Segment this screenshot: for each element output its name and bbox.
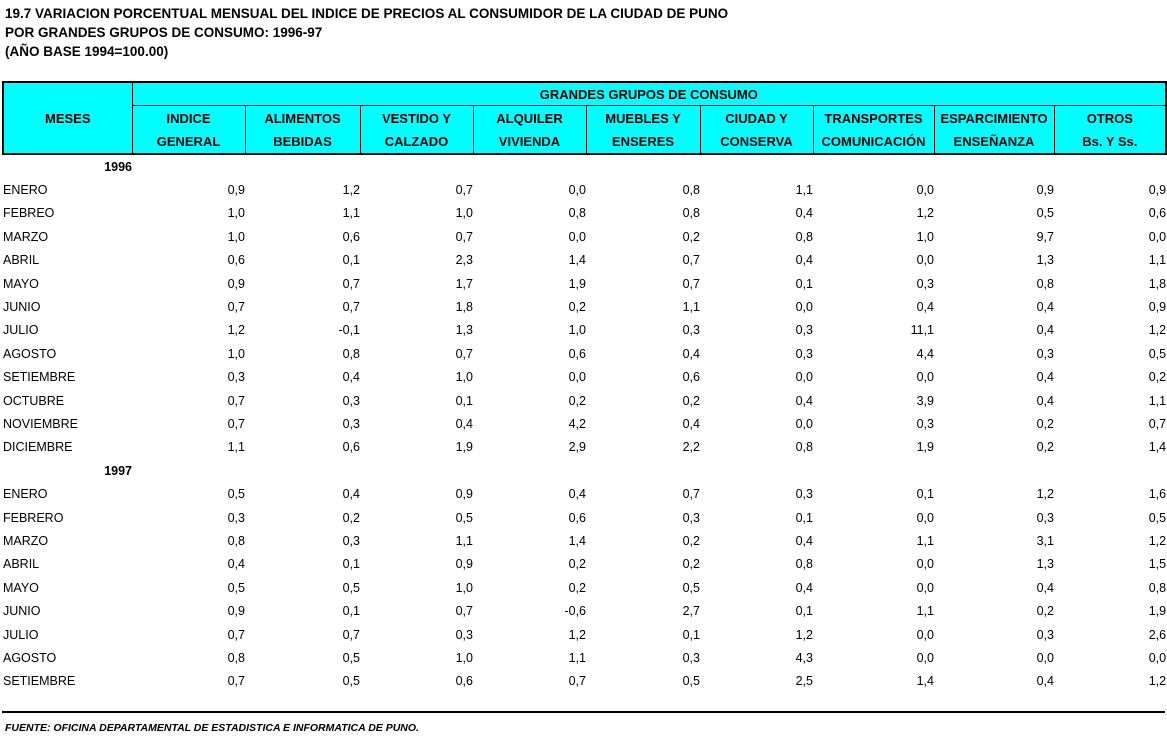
value-cell: 0,6: [227, 253, 245, 268]
table-row: [3, 202, 1166, 225]
value-cell: 1,0: [568, 323, 586, 338]
column-header-line2: COMUNICACIÓN: [821, 133, 926, 149]
value-cell: 0,3: [795, 323, 813, 338]
value-cell: 0,8: [682, 183, 700, 198]
value-cell: 0,3: [795, 346, 813, 361]
value-cell: 1,4: [1148, 440, 1167, 455]
page-title-block: [5, 4, 728, 61]
value-cell: 0,9: [455, 557, 473, 572]
value-cell: 0,3: [682, 323, 700, 338]
value-cell: 1,1: [568, 650, 586, 665]
value-cell: 0,2: [1036, 604, 1054, 619]
column-header-line1: MUEBLES Y: [605, 110, 681, 126]
value-cell: 0,5: [342, 650, 360, 665]
value-cell: 0,6: [568, 346, 586, 361]
value-cell: 0,3: [795, 487, 813, 502]
column-header-line2: CALZADO: [384, 133, 449, 149]
column-header: [586, 106, 700, 154]
table-row: [3, 436, 1166, 459]
month-cell: SETIEMBRE: [3, 370, 76, 385]
value-cell: 0,4: [682, 346, 700, 361]
value-cell: 0,1: [342, 557, 360, 572]
value-cell: 0,1: [682, 627, 700, 642]
value-cell: 0,4: [1036, 323, 1054, 338]
value-cell: 1,7: [455, 276, 473, 291]
table-row: [3, 178, 1166, 201]
value-cell: 0,6: [342, 229, 360, 244]
value-cell: 1,1: [227, 440, 245, 455]
value-cell: 1,1: [916, 533, 934, 548]
value-cell: 1,4: [568, 253, 586, 268]
table-row: [3, 412, 1166, 435]
column-header-line1: TRANSPORTES: [824, 110, 923, 126]
value-cell: 0,6: [682, 370, 700, 385]
value-cell: 0,4: [1036, 674, 1054, 689]
source-note: FUENTE: OFICINA DEPARTAMENTAL DE ESTADISTICA E INFORMATICA DE PUNO.: [5, 722, 419, 734]
value-cell: 0,3: [682, 650, 700, 665]
column-header-line2: ENSEÑANZA: [953, 133, 1035, 149]
month-cell: FEBREO: [3, 206, 55, 221]
value-cell: 1,2: [1036, 487, 1054, 502]
value-cell: 0,7: [342, 627, 360, 642]
value-cell: 0,9: [227, 183, 245, 198]
value-cell: 1,0: [227, 206, 245, 221]
value-cell: 1,8: [1148, 276, 1167, 291]
column-header: [1054, 106, 1166, 154]
value-cell: 1,0: [455, 206, 473, 221]
value-cell: 0,7: [227, 393, 245, 408]
value-cell: 0,1: [795, 276, 813, 291]
value-cell: 0,6: [568, 510, 586, 525]
table-row: [3, 295, 1166, 318]
value-cell: 0,4: [682, 416, 700, 431]
value-cell: 0,0: [916, 183, 934, 198]
value-cell: 0,4: [795, 580, 813, 595]
value-cell: 2,5: [795, 674, 813, 689]
value-cell: 1,4: [568, 533, 586, 548]
value-cell: 0,7: [342, 300, 360, 315]
value-cell: 0,9: [227, 276, 245, 291]
table-row: [3, 670, 1166, 693]
value-cell: 1,1: [455, 533, 473, 548]
value-cell: 1,0: [455, 650, 473, 665]
month-cell: JULIO: [3, 627, 39, 642]
value-cell: 1,0: [227, 346, 245, 361]
value-cell: 0,3: [455, 627, 473, 642]
table-row: [3, 342, 1166, 365]
value-cell: 0,7: [342, 276, 360, 291]
value-cell: 1,1: [795, 183, 813, 198]
value-cell: 0,0: [916, 557, 934, 572]
month-cell: JULIO: [3, 323, 39, 338]
value-cell: 0,4: [227, 557, 245, 572]
column-header: [360, 106, 473, 154]
value-cell: 0,8: [795, 440, 813, 455]
value-cell: 0,9: [1036, 183, 1054, 198]
value-cell: 11,1: [910, 323, 934, 338]
value-cell: 2,3: [455, 253, 473, 268]
month-cell: ENERO: [3, 183, 48, 198]
value-cell: 0,8: [795, 229, 813, 244]
value-cell: 1,0: [455, 580, 473, 595]
value-cell: 0,8: [568, 206, 586, 221]
month-cell: AGOSTO: [3, 346, 57, 361]
value-cell: 0,7: [568, 674, 586, 689]
value-cell: 1,2: [1148, 674, 1167, 689]
page-title: 19.7 VARIACION PORCENTUAL MENSUAL DEL INDICE DE PRECIOS AL CONSUMIDOR DE LA CIUDAD DE PUNO: [5, 6, 729, 21]
value-cell: 0,5: [1148, 346, 1167, 361]
value-cell: 3,9: [916, 393, 934, 408]
value-cell: 0,5: [1036, 206, 1054, 221]
column-header: [813, 106, 934, 154]
value-cell: 0,7: [227, 416, 245, 431]
table-row: [3, 272, 1166, 295]
value-cell: 1,9: [1148, 604, 1167, 619]
value-cell: 0,0: [1148, 650, 1167, 665]
value-cell: 2,6: [1148, 627, 1167, 642]
cpi-variation-table: [2, 81, 1167, 693]
value-cell: 0,4: [1036, 370, 1054, 385]
value-cell: 0,8: [227, 533, 245, 548]
value-cell: 4,2: [568, 416, 586, 431]
month-cell: SETIEMBRE: [3, 674, 76, 689]
value-cell: 0,6: [455, 674, 473, 689]
value-cell: 1,1: [1148, 253, 1167, 268]
table-row: [3, 319, 1166, 342]
column-header: [245, 106, 360, 154]
value-cell: 0,4: [1036, 393, 1054, 408]
year-row: [3, 459, 1166, 482]
value-cell: 2,2: [682, 440, 700, 455]
value-cell: 1,9: [455, 440, 473, 455]
value-cell: 1,2: [568, 627, 586, 642]
value-cell: 1,4: [916, 674, 934, 689]
value-cell: 0,1: [342, 604, 360, 619]
year-label: 1996: [104, 159, 132, 174]
column-header-line1: OTROS: [1086, 110, 1133, 126]
month-cell: AGOSTO: [3, 650, 57, 665]
month-cell: ABRIL: [3, 557, 40, 572]
value-cell: 0,3: [342, 393, 360, 408]
column-header-line2: VIVIENDA: [498, 133, 561, 149]
value-cell: 0,2: [682, 557, 700, 572]
value-cell: 1,8: [455, 300, 473, 315]
value-cell: 0,2: [682, 229, 700, 244]
value-cell: 3,1: [1036, 533, 1054, 548]
value-cell: 0,4: [795, 533, 813, 548]
column-header: [132, 106, 245, 154]
column-header-line1: CIUDAD Y: [725, 110, 788, 126]
value-cell: 0,8: [795, 557, 813, 572]
value-cell: 0,7: [682, 487, 700, 502]
value-cell: 0,3: [1036, 627, 1054, 642]
footer-divider: [2, 711, 1165, 713]
value-cell: 0,7: [682, 276, 700, 291]
value-cell: 0,1: [795, 604, 813, 619]
value-cell: -0,6: [564, 604, 586, 619]
value-cell: 1,0: [916, 229, 934, 244]
value-cell: 0,2: [682, 533, 700, 548]
value-cell: 1,9: [916, 440, 934, 455]
value-cell: 4,4: [916, 346, 934, 361]
value-cell: 1,0: [455, 370, 473, 385]
month-cell: MAYO: [3, 276, 39, 291]
value-cell: 0,7: [682, 253, 700, 268]
value-cell: 0,0: [916, 253, 934, 268]
value-cell: 0,4: [1036, 580, 1054, 595]
value-cell: 0,1: [916, 487, 934, 502]
value-cell: 0,3: [342, 416, 360, 431]
table-row: [3, 599, 1166, 622]
month-cell: DICIEMBRE: [3, 440, 73, 455]
value-cell: 0,1: [795, 510, 813, 525]
value-cell: 0,0: [916, 580, 934, 595]
value-cell: 0,2: [568, 393, 586, 408]
column-header-line2: ENSERES: [611, 133, 675, 149]
year-row: [3, 154, 1166, 178]
value-cell: 0,4: [342, 487, 360, 502]
value-cell: 0,4: [342, 370, 360, 385]
consumption-groups-header: GRANDES GRUPOS DE CONSUMO: [132, 82, 1166, 106]
value-cell: 0,8: [1036, 276, 1054, 291]
value-cell: 4,3: [795, 650, 813, 665]
value-cell: 0,0: [568, 370, 586, 385]
value-cell: 0,3: [682, 510, 700, 525]
month-cell: OCTUBRE: [3, 393, 65, 408]
column-header-line2: BEBIDAS: [273, 133, 332, 149]
month-cell: ABRIL: [3, 253, 40, 268]
value-cell: 0,0: [568, 229, 586, 244]
table-row: [3, 623, 1166, 646]
month-cell: JUNIO: [3, 604, 41, 619]
month-cell: MARZO: [3, 229, 49, 244]
month-cell: FEBRERO: [3, 510, 64, 525]
value-cell: 0,2: [682, 393, 700, 408]
value-cell: 0,3: [342, 533, 360, 548]
table-row: [3, 506, 1166, 529]
value-cell: 0,7: [227, 300, 245, 315]
value-cell: 0,5: [227, 487, 245, 502]
column-header-line2: CONSERVA: [720, 133, 793, 149]
year-row-spacer: [132, 459, 1166, 482]
column-header: [934, 106, 1054, 154]
value-cell: 0,7: [455, 183, 473, 198]
value-cell: 0,7: [227, 674, 245, 689]
page-subtitle: POR GRANDES GRUPOS DE CONSUMO: 1996-97: [5, 25, 323, 40]
value-cell: 1,2: [916, 206, 934, 221]
column-headers-row: [3, 106, 1166, 154]
table-row: [3, 389, 1166, 412]
value-cell: 0,9: [455, 487, 473, 502]
year-label: 1997: [104, 463, 132, 478]
value-cell: 0,0: [916, 650, 934, 665]
value-cell: 0,3: [1036, 346, 1054, 361]
value-cell: 0,4: [1036, 300, 1054, 315]
value-cell: 0,7: [455, 229, 473, 244]
month-cell: MARZO: [3, 533, 49, 548]
month-cell: MAYO: [3, 580, 39, 595]
value-cell: 0,5: [342, 580, 360, 595]
column-header-line2: GENERAL: [156, 133, 221, 149]
value-cell: 1,1: [682, 300, 700, 315]
value-cell: 0,0: [1036, 650, 1054, 665]
value-cell: 0,0: [916, 370, 934, 385]
value-cell: 2,7: [682, 604, 700, 619]
months-column-header: MESES: [3, 82, 132, 154]
value-cell: 1,3: [455, 323, 473, 338]
value-cell: 0,1: [455, 393, 473, 408]
month-cell: NOVIEMBRE: [3, 416, 79, 431]
value-cell: 2,9: [568, 440, 586, 455]
value-cell: 0,4: [916, 300, 934, 315]
value-cell: -0,1: [338, 323, 360, 338]
table-row: [3, 225, 1166, 248]
table-row: [3, 576, 1166, 599]
value-cell: 0,7: [227, 627, 245, 642]
value-cell: 0,4: [795, 393, 813, 408]
value-cell: 0,5: [342, 674, 360, 689]
value-cell: 0,3: [916, 276, 934, 291]
value-cell: 1,3: [1036, 253, 1054, 268]
value-cell: 1,2: [227, 323, 245, 338]
column-header: [700, 106, 813, 154]
value-cell: 0,0: [795, 370, 813, 385]
value-cell: 0,0: [795, 416, 813, 431]
value-cell: 1,2: [1148, 323, 1167, 338]
table-row: [3, 366, 1166, 389]
value-cell: 0,2: [1036, 440, 1054, 455]
column-header-line1: ALIMENTOS: [264, 110, 341, 126]
value-cell: 0,6: [1148, 206, 1167, 221]
value-cell: 0,7: [455, 346, 473, 361]
value-cell: 1,1: [916, 604, 934, 619]
value-cell: 0,5: [455, 510, 473, 525]
value-cell: 0,4: [568, 487, 586, 502]
value-cell: 0,2: [342, 510, 360, 525]
value-cell: 0,4: [795, 253, 813, 268]
value-cell: 1,2: [795, 627, 813, 642]
table-row: [3, 553, 1166, 576]
value-cell: 0,2: [568, 300, 586, 315]
column-header-line2: Bs. Y Ss.: [1082, 133, 1138, 149]
value-cell: 0,8: [1148, 580, 1167, 595]
column-header-line1: INDICE: [166, 110, 211, 126]
value-cell: 9,7: [1036, 229, 1054, 244]
value-cell: 0,4: [795, 206, 813, 221]
value-cell: 0,0: [916, 627, 934, 642]
value-cell: 0,0: [795, 300, 813, 315]
value-cell: 0,0: [568, 183, 586, 198]
value-cell: 0,1: [342, 253, 360, 268]
table-body: [3, 154, 1166, 693]
value-cell: 1,3: [1036, 557, 1054, 572]
value-cell: 0,0: [916, 510, 934, 525]
table-row: [3, 646, 1166, 669]
value-cell: 0,0: [1148, 229, 1167, 244]
value-cell: 0,8: [682, 206, 700, 221]
value-cell: 0,2: [1148, 370, 1167, 385]
table-row: [3, 482, 1166, 505]
value-cell: 0,5: [682, 674, 700, 689]
table-row: [3, 529, 1166, 552]
column-header-line1: VESTIDO Y: [381, 110, 452, 126]
value-cell: 0,6: [342, 440, 360, 455]
value-cell: 1,9: [568, 276, 586, 291]
value-cell: 0,5: [227, 580, 245, 595]
value-cell: 0,7: [455, 604, 473, 619]
value-cell: 0,8: [342, 346, 360, 361]
value-cell: 1,6: [1148, 487, 1167, 502]
column-header: [473, 106, 586, 154]
value-cell: 0,9: [1148, 183, 1167, 198]
value-cell: 0,7: [1148, 416, 1167, 431]
value-cell: 0,4: [455, 416, 473, 431]
value-cell: 0,9: [1148, 300, 1167, 315]
column-header-line1: ESPARCIMIENTO: [940, 110, 1048, 126]
value-cell: 0,2: [1036, 416, 1054, 431]
value-cell: 0,3: [1036, 510, 1054, 525]
value-cell: 0,2: [568, 580, 586, 595]
month-cell: JUNIO: [3, 300, 41, 315]
column-header-line1: ALQUILER: [496, 110, 563, 126]
value-cell: 0,3: [916, 416, 934, 431]
value-cell: 0,3: [227, 370, 245, 385]
value-cell: 0,2: [568, 557, 586, 572]
year-row-spacer: [132, 154, 1166, 178]
table-row: [3, 249, 1166, 272]
value-cell: 1,2: [1148, 533, 1167, 548]
value-cell: 0,5: [682, 580, 700, 595]
value-cell: 0,3: [227, 510, 245, 525]
value-cell: 0,8: [227, 650, 245, 665]
value-cell: 1,1: [342, 206, 360, 221]
value-cell: 1,1: [1148, 393, 1167, 408]
month-cell: ENERO: [3, 487, 48, 502]
base-year-note: (AÑO BASE 1994=100.00): [5, 44, 169, 59]
value-cell: 0,5: [1148, 510, 1167, 525]
value-cell: 1,2: [342, 183, 360, 198]
value-cell: 0,9: [227, 604, 245, 619]
value-cell: 1,0: [227, 229, 245, 244]
value-cell: 1,5: [1148, 557, 1167, 572]
